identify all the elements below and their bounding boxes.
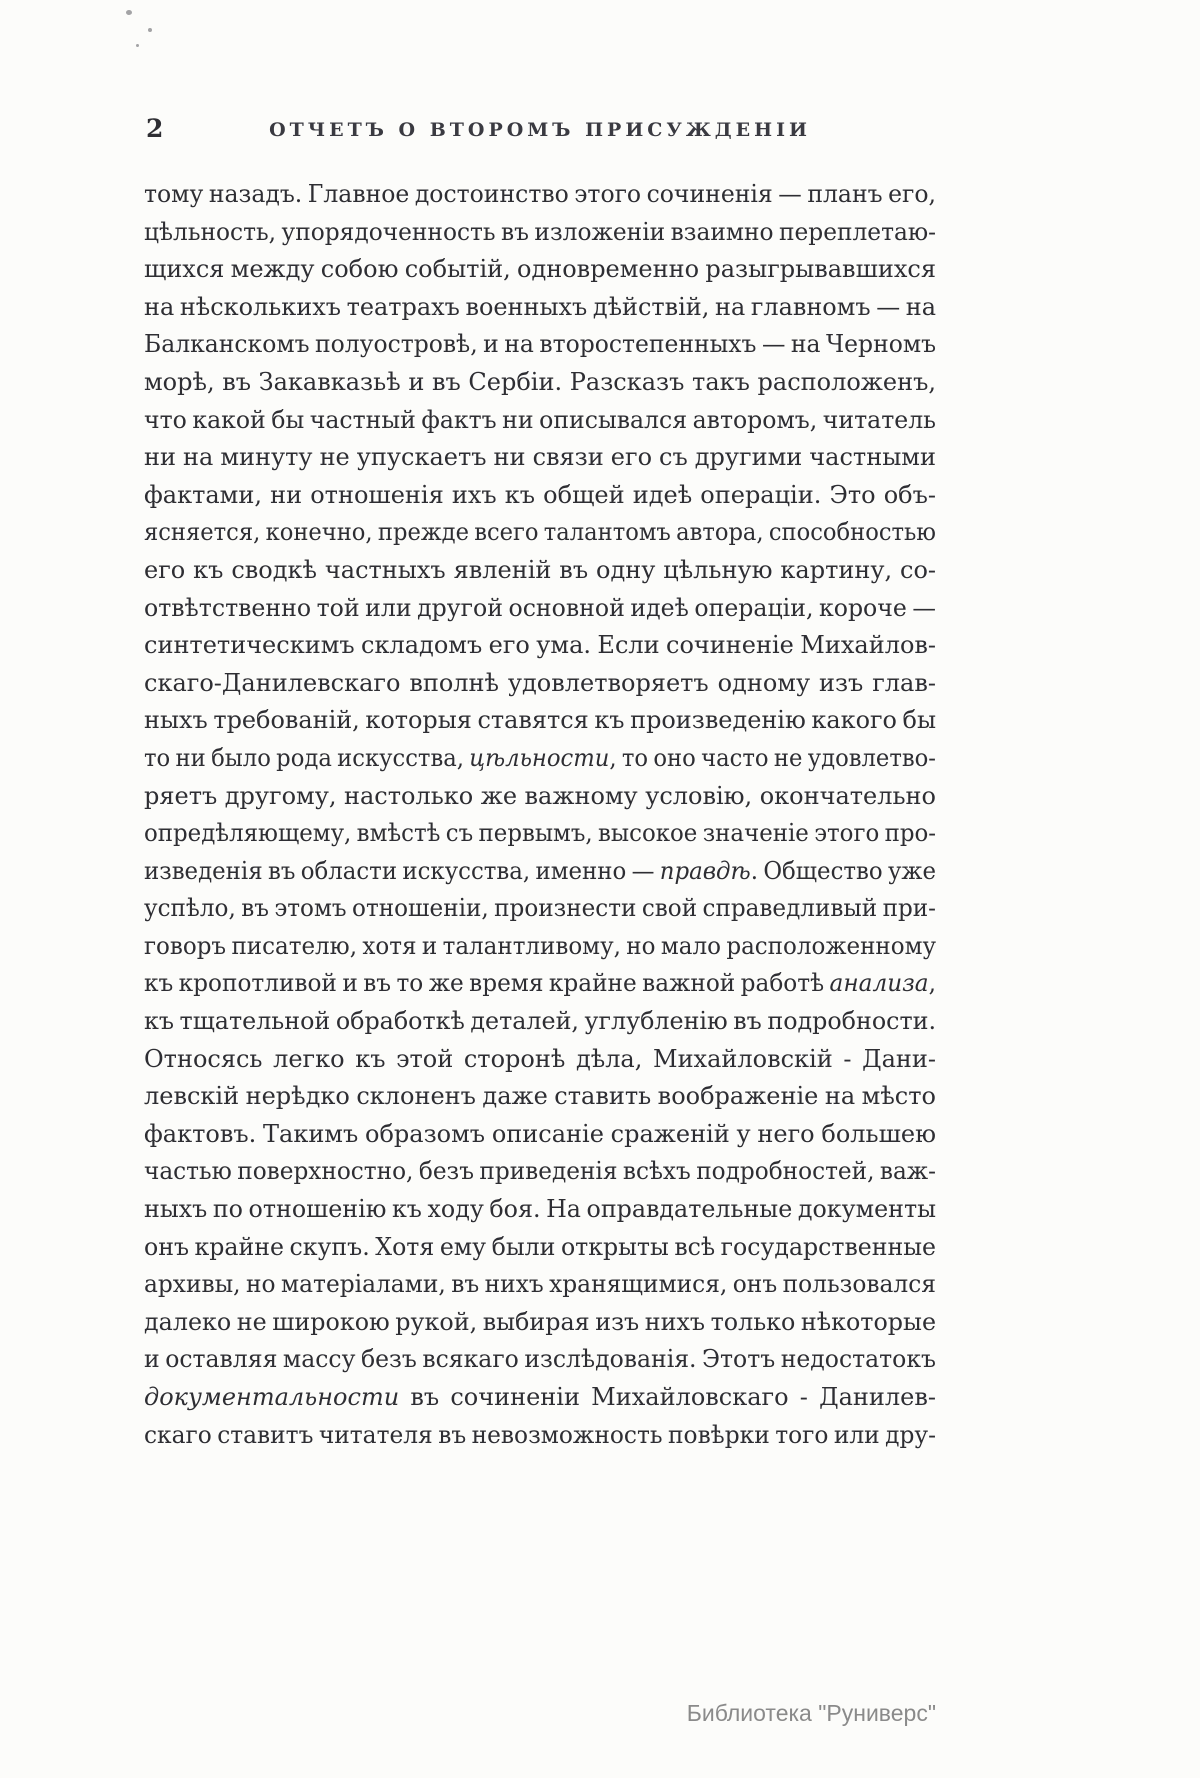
text-line xyxy=(144,1341,936,1379)
text-line xyxy=(144,965,936,1003)
text-line xyxy=(144,778,936,816)
scan-speck xyxy=(126,10,132,15)
text-segment: цѣльность, упорядоченность въ изложеніи взаимно переплетаю- xyxy=(144,217,936,246)
text-line-content xyxy=(144,853,936,891)
italic-text-segment: документальности xyxy=(144,1383,400,1411)
text-segment: скаго-Данилевскаго вполнѣ удовлетворяетъ одному изъ глав- xyxy=(144,668,936,697)
text-segment: на нѣсколькихъ театрахъ военныхъ дѣйствій, на главномъ — на xyxy=(144,292,937,321)
text-line-content xyxy=(144,1417,936,1455)
text-line-content xyxy=(144,1003,936,1041)
text-segment: фактовъ. Такимъ образомъ описаніе сраженій у него большею xyxy=(144,1119,937,1148)
text-line-content xyxy=(144,702,936,740)
text-line-content xyxy=(144,740,936,778)
text-line xyxy=(144,1191,936,1229)
text-line-content xyxy=(144,778,936,816)
text-line xyxy=(144,514,936,552)
text-segment: левскій нерѣдко склоненъ даже ставить воображеніе на мѣсто xyxy=(144,1082,936,1111)
text-segment: архивы, но матеріалами, въ нихъ хранящимися, онъ пользовался xyxy=(144,1270,936,1299)
text-line-content xyxy=(144,815,936,853)
text-line xyxy=(144,176,936,214)
text-segment: , xyxy=(928,969,936,998)
text-line xyxy=(144,1304,936,1342)
text-segment: изведенія въ области искусства, именно — xyxy=(144,856,660,885)
text-line-content xyxy=(144,1116,936,1154)
text-segment: къ кропотливой и въ то же время крайне важной работѣ xyxy=(144,969,830,998)
text-line xyxy=(144,364,936,402)
text-line-content xyxy=(144,627,936,665)
text-line xyxy=(144,1229,936,1267)
text-line-content xyxy=(144,1341,936,1379)
text-segment: ныхъ по отношенію къ ходу боя. На оправдательные документы xyxy=(144,1195,937,1224)
text-segment: отвѣтственно той или другой основной идеѣ операціи, короче — xyxy=(144,593,936,622)
text-segment: ни на минуту не упускаетъ ни связи его съ другими частными xyxy=(144,443,936,472)
text-line-content xyxy=(144,928,936,966)
body-text xyxy=(144,176,936,1454)
text-segment: что какой бы частный фактъ ни описывался авторомъ, читатель xyxy=(144,405,937,434)
text-segment: фактами, ни отношенія ихъ къ общей идеѣ операціи. Это объ- xyxy=(144,480,936,509)
scan-speck xyxy=(136,44,139,47)
text-line-content xyxy=(144,439,936,477)
text-line xyxy=(144,1379,936,1417)
text-segment: опредѣляющему, вмѣстѣ съ первымъ, высокое значеніе этого про- xyxy=(144,819,936,848)
italic-text-segment: правдѣ xyxy=(659,856,751,885)
text-line xyxy=(144,590,936,628)
text-line xyxy=(144,702,936,740)
text-segment: его къ сводкѣ частныхъ явленій въ одну цѣльную картину, со- xyxy=(144,555,937,584)
text-line xyxy=(144,289,936,327)
text-segment: Относясь легко къ этой сторонѣ дѣла, Михайловскій - Дани- xyxy=(144,1044,936,1073)
text-segment: частью поверхностно, безъ приведенія всѣхъ подробностей, важ- xyxy=(144,1157,936,1186)
text-line-content xyxy=(144,1266,936,1304)
text-line xyxy=(144,627,936,665)
text-segment: то ни было рода искусства, xyxy=(144,743,470,772)
italic-text-segment: цѣльности xyxy=(469,743,610,772)
text-segment: въ сочиненіи Михайловскаго - Данилев- xyxy=(399,1383,936,1411)
text-segment: , то оно часто не удовлетво- xyxy=(609,743,936,772)
text-line-content xyxy=(144,590,936,628)
text-line xyxy=(144,890,936,928)
text-line xyxy=(144,1116,936,1154)
text-line-content xyxy=(144,477,936,515)
text-line-content xyxy=(144,214,936,252)
text-line xyxy=(144,815,936,853)
text-segment: щихся между собою событій, одновременно разыгрывавшихся xyxy=(144,255,936,284)
text-line-content xyxy=(144,665,936,703)
library-watermark: Библиотека "Руниверс" xyxy=(686,1700,936,1726)
text-line xyxy=(144,665,936,703)
text-line xyxy=(144,402,936,440)
text-segment: ныхъ требованій, которыя ставятся къ произведенію какого бы xyxy=(144,706,937,735)
text-line-content xyxy=(144,289,936,327)
text-line-content xyxy=(144,1304,936,1342)
text-segment: онъ крайне скупъ. Хотя ему были открыты всѣ государственные xyxy=(144,1232,937,1261)
text-segment: Балканскомъ полуостровѣ, и на второстепенныхъ — на Черномъ xyxy=(144,330,936,359)
text-line xyxy=(144,1003,936,1041)
text-line xyxy=(144,552,936,590)
scan-speck xyxy=(148,28,152,32)
text-segment: далеко не широкою рукой, выбирая изъ нихъ только нѣкоторые xyxy=(144,1307,937,1336)
italic-text-segment: анализа xyxy=(829,969,929,998)
text-segment: скаго ставитъ читателя въ невозможность повѣрки того или дру- xyxy=(144,1420,936,1449)
text-segment: успѣло, въ этомъ отношеніи, произнести свой справедливый при- xyxy=(144,894,936,923)
text-segment: . Общество уже xyxy=(750,856,936,885)
page-header xyxy=(144,114,936,148)
text-segment: морѣ, въ Закавказьѣ и въ Сербіи. Разсказъ такъ расположенъ, xyxy=(144,367,936,396)
text-line xyxy=(144,214,936,252)
text-line-content xyxy=(144,402,936,440)
text-line-content xyxy=(144,326,936,364)
text-line-content xyxy=(144,514,936,552)
text-line xyxy=(144,326,936,364)
text-line-content xyxy=(144,552,936,590)
text-line xyxy=(144,1041,936,1079)
text-line xyxy=(144,1078,936,1116)
text-line-content xyxy=(144,176,936,214)
text-line xyxy=(144,439,936,477)
page-number: 2 xyxy=(146,114,164,143)
text-segment: тому назадъ. Главное достоинство этого сочиненія — планъ его, xyxy=(144,180,936,208)
text-line xyxy=(144,853,936,891)
text-line-content xyxy=(144,1041,936,1079)
text-line-content xyxy=(144,1191,936,1229)
text-line xyxy=(144,251,936,289)
text-line-content xyxy=(144,1229,936,1267)
text-line-content xyxy=(144,965,936,1003)
text-segment: къ тщательной обработкѣ деталей, углубленію въ подробности. xyxy=(144,1007,937,1036)
running-title: ОТЧЕТЪ О ВТОРОМЪ ПРИСУЖДЕНІИ xyxy=(269,119,811,141)
text-line xyxy=(144,1417,936,1455)
text-line-content xyxy=(144,890,936,928)
text-segment: говоръ писателю, хотя и талантливому, но мало расположенному xyxy=(144,931,937,960)
text-segment: ясняется, конечно, прежде всего талантомъ автора, способностью xyxy=(144,518,936,547)
text-segment: синтетическимъ складомъ его ума. Если сочиненіе Михайлов- xyxy=(144,631,937,660)
text-line xyxy=(144,1153,936,1191)
text-line-content xyxy=(144,1379,936,1417)
text-line-content xyxy=(144,251,936,289)
text-line xyxy=(144,477,936,515)
text-line xyxy=(144,928,936,966)
text-line xyxy=(144,740,936,778)
text-segment: ряетъ другому, настолько же важному условію, окончательно xyxy=(144,781,936,810)
text-line-content xyxy=(144,364,936,402)
text-segment: и оставляя массу безъ всякаго изслѣдованія. Этотъ недостатокъ xyxy=(144,1345,936,1374)
text-line-content xyxy=(144,1153,936,1191)
text-line xyxy=(144,1266,936,1304)
text-line-content xyxy=(144,1078,936,1116)
